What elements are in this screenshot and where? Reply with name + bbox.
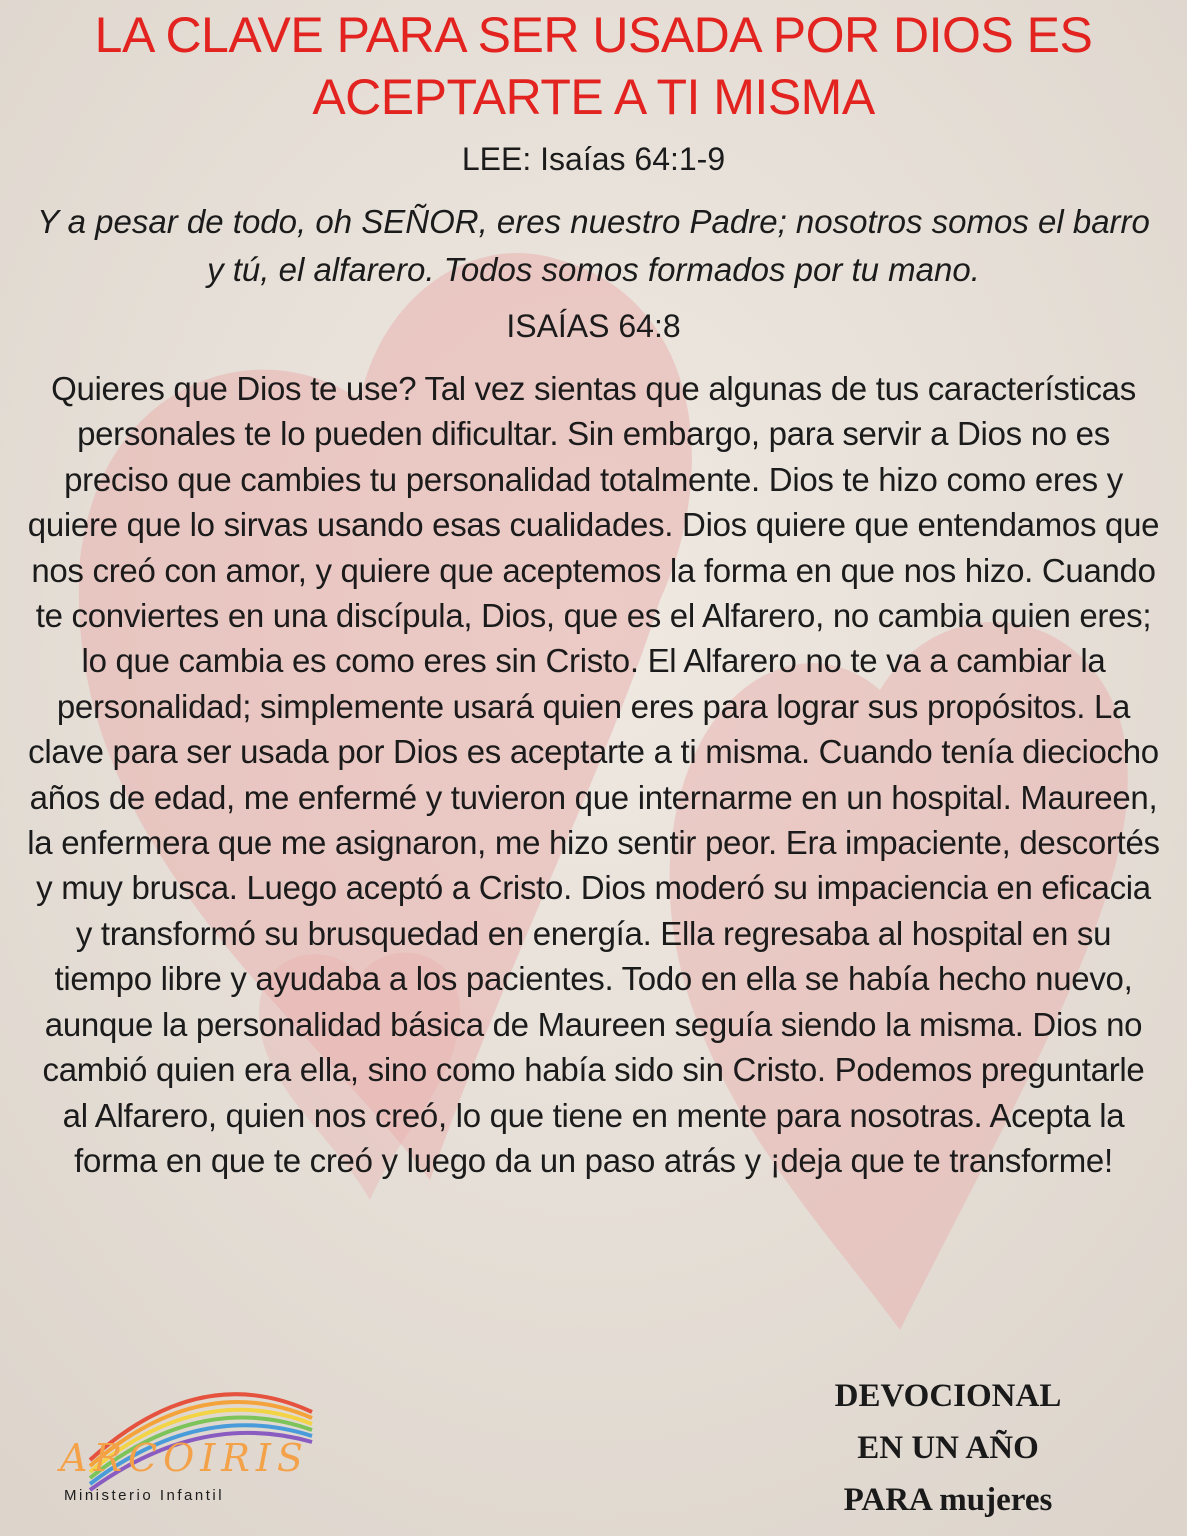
book-title-line-3: PARA mujeres (843, 1482, 1053, 1518)
book-title-line-1: DEVOCIONAL (834, 1378, 1062, 1414)
book-title-line-2: EN UN AÑO (857, 1430, 1039, 1466)
verse-reference: ISAÍAS 64:8 (506, 308, 681, 344)
devotional-body: Quieres que Dios te use? Tal vez sientas que algunas de tus características personales te lo pueden dificultar. Sin embargo, para servir a Dios no es preciso que cambies tu personalidad totalmente. Dios te hizo como eres y quiere que lo sirvas usando esas cualidades. Dios quiere que entendamos que nos creó con amor, y quiere que aceptemos la forma en que nos hizo. Cuando te conviertes en una discípula, Dios, que es el Alfarero, no cambia quien eres; lo que cambia es como eres sin Cristo. El Alfarero no te va a cambiar la personalidad; simplemente usará quien eres para lograr sus propósitos. La clave para ser usada por Dios es aceptarte a ti misma. Cuando tenía dieciocho años de edad, me enfermé y tuvieron que internarme en un hospital. Maureen, la enfermera que me asignaron, me hizo sentir peor. Era impaciente, descortés y muy brusca. Luego aceptó a Cristo. Dios moderó su impaciencia en eficacia y transformó su brusquedad en energía. Ella regresaba al hospital en su tiempo libre y ayudaba a los pacientes. Todo en ella se había hecho nuevo, aunque la personalidad básica de Maureen seguía siendo la misma. Dios no cambió quien era ella, sino como había sido sin Cristo. Podemos preguntarle al Alfarero, quien nos creó, lo que tiene en mente para nosotras. Acepta la forma en que te creó y luego da un paso atrás y ¡deja que te transforme! (27, 370, 1160, 1179)
logo-subtitle: Ministerio Infantil (64, 1487, 225, 1504)
logo-name: ARCOIRIS (60, 1436, 309, 1480)
book-title (800, 1370, 1096, 1526)
reading-reference: LEE: Isaías 64:1-9 (461, 141, 726, 177)
bible-verse: Y a pesar de todo, oh SEÑOR, eres nuestro Padre; nosotros somos el barro y tú, el alfarero. Todos somos formados por tu mano. (37, 203, 1150, 288)
page-title: LA CLAVE PARA SER USADA POR DIOS ES ACEPTARTE A TI MISMA (94, 7, 1093, 125)
